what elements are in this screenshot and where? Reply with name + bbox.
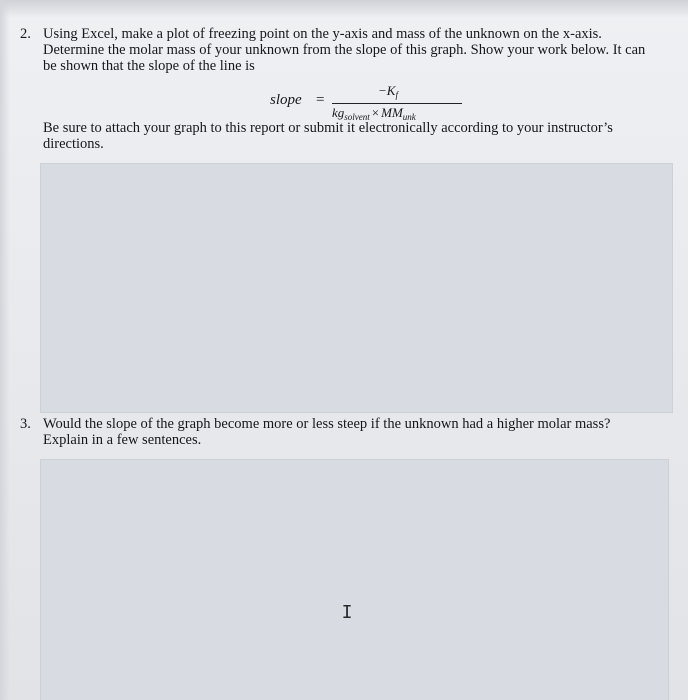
answer-box-question-2[interactable] — [40, 163, 673, 413]
formula-numerator: $-K_f$ — [378, 83, 398, 100]
question-3-line-1: Would the slope of the graph become more or less steep if the unknown had a higher molar mass? — [43, 416, 611, 432]
question-2-after-line-2: directions. — [43, 136, 104, 152]
question-3 — [20, 416, 680, 456]
question-3-number: 3. — [20, 416, 31, 432]
formula-lhs: slope — [270, 92, 302, 108]
question-2-line-3: be shown that the slope of the line is — [43, 58, 255, 74]
answer-box-question-3[interactable] — [40, 459, 669, 700]
question-2-line-2: Determine the molar mass of your unknown from the slope of this graph. Show your work below. It can — [43, 42, 646, 58]
page-shadow-top — [0, 0, 688, 18]
text-cursor-icon: I — [341, 602, 353, 623]
formula-equals: = — [316, 92, 325, 108]
question-3-line-2: Explain in a few sentences. — [43, 432, 202, 448]
question-2-number: 2. — [20, 26, 31, 42]
question-2-line-1: Using Excel, make a plot of freezing point on the y-axis and mass of the unknown on the x-axis. — [43, 26, 602, 42]
slope-formula — [270, 84, 470, 134]
formula-denominator: $kg_{solvent} \times MM_{unk}$ — [332, 105, 416, 122]
formula-fraction-bar — [332, 103, 462, 104]
question-2-after-line-1: Be sure to attach your graph to this report or submit it electronically according to your instructor’s — [43, 120, 613, 136]
page-shadow-left — [0, 0, 10, 700]
